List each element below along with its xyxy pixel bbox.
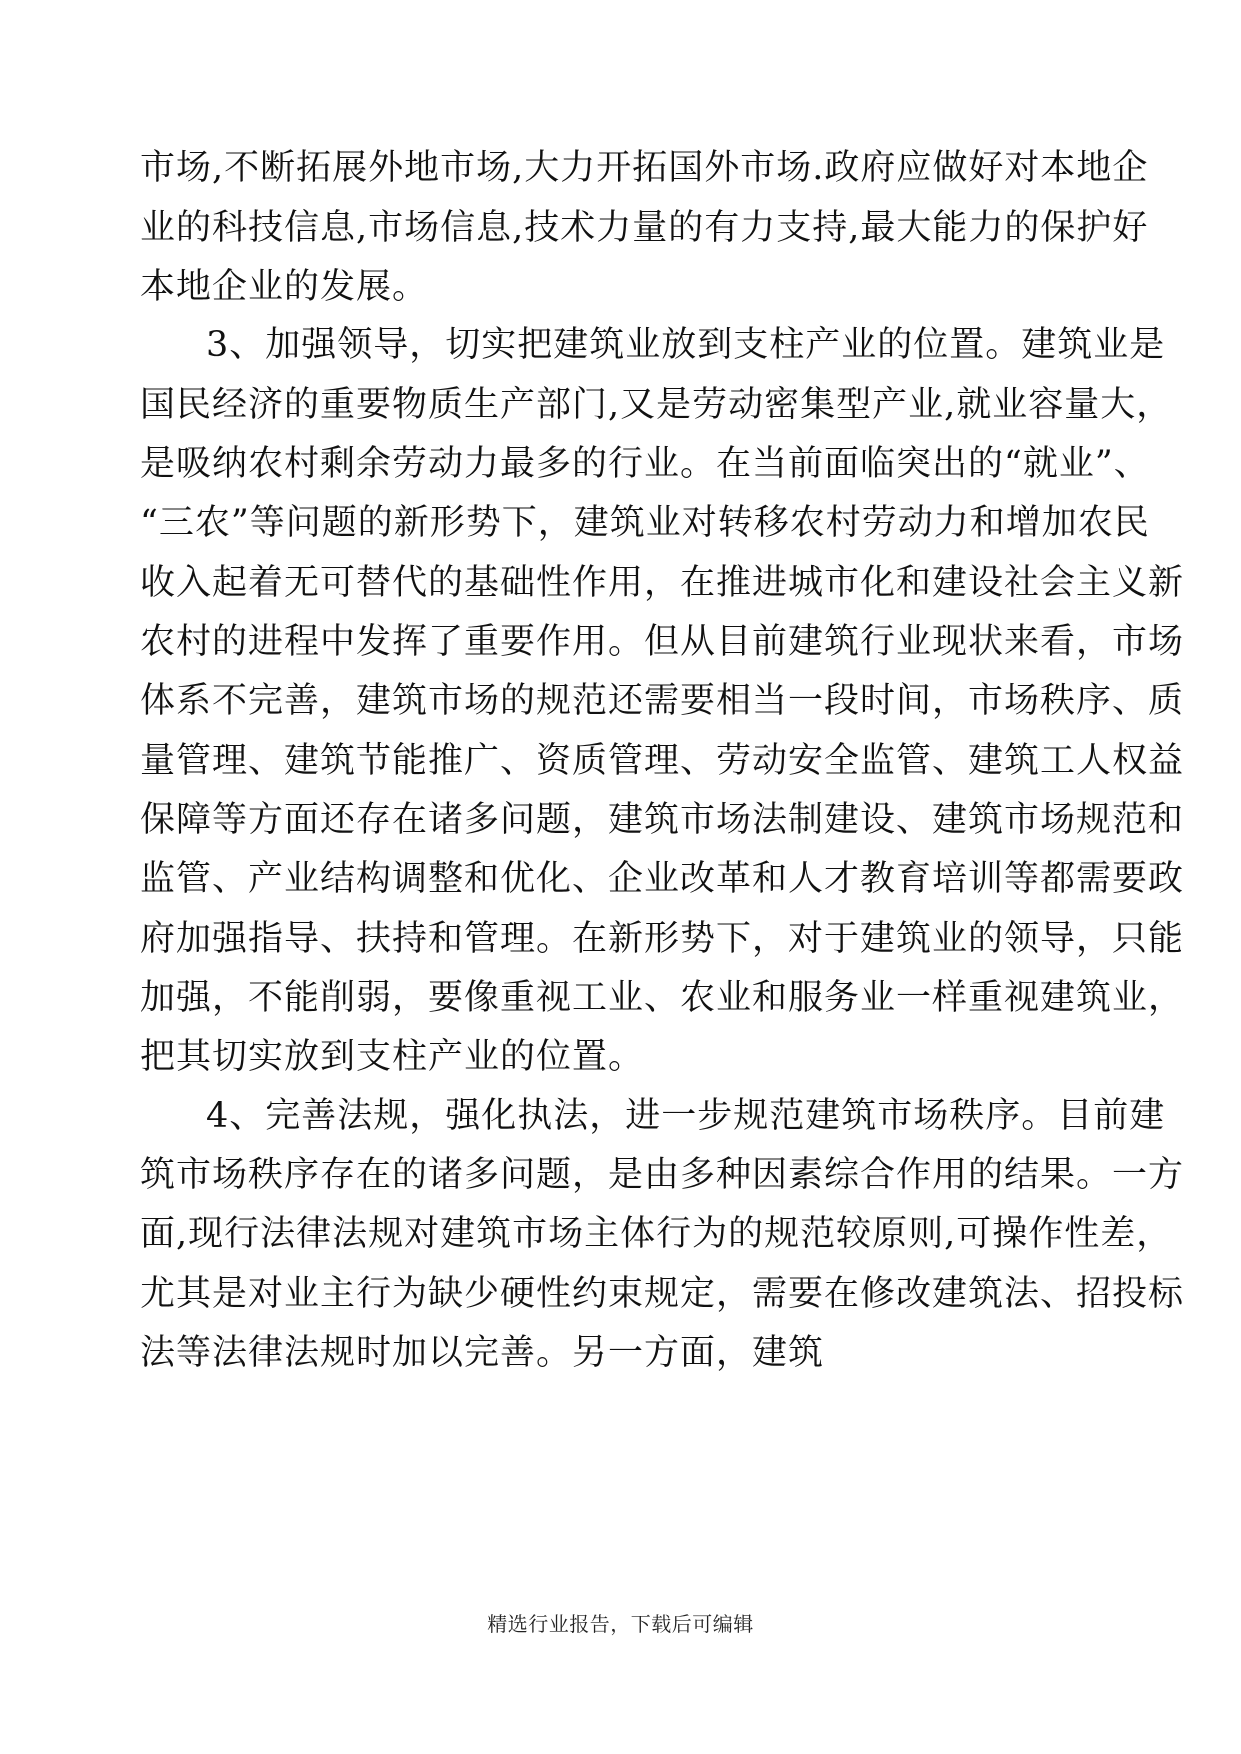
body-text-line: 是吸纳农村剩余劳动力最多的行业。在当前面临突出的“就业”、: [140, 444, 1150, 484]
body-text-line: 市场,不断拓展外地市场,大力开拓国外市场.政府应做好对本地企: [140, 148, 1149, 188]
body-text-line: 业的科技信息,市场信息,技术力量的有力支持,最大能力的保护好: [140, 208, 1149, 248]
body-text-line: 量管理、建筑节能推广、资质管理、劳动安全监管、建筑工人权益: [140, 741, 1185, 781]
body-text-line: 农村的进程中发挥了重要作用。但从目前建筑行业现状来看，市场: [140, 622, 1185, 662]
body-text-line: 府加强指导、扶持和管理。在新形势下，对于建筑业的领导，只能: [140, 919, 1185, 959]
body-text-line: 3、加强领导，切实把建筑业放到支柱产业的位置。建筑业是: [206, 325, 1166, 365]
body-text-line: 尤其是对业主行为缺少硬性约束规定，需要在修改建筑法、招投标: [140, 1274, 1185, 1314]
body-text-line: 把其切实放到支柱产业的位置。: [140, 1037, 645, 1077]
body-text-line: 收入起着无可替代的基础性作用，在推进城市化和建设社会主义新: [140, 563, 1185, 603]
body-text-line: 体系不完善，建筑市场的规范还需要相当一段时间，市场秩序、质: [140, 681, 1185, 721]
body-text-line: 面,现行法律法规对建筑市场主体行为的规范较原则,可操作性差，: [140, 1214, 1173, 1254]
body-text-line: 法等法律法规时加以完善。另一方面，建筑: [140, 1333, 825, 1373]
body-text-line: “三农”等问题的新形势下，建筑业对转移农村劳动力和增加农民: [140, 503, 1150, 543]
body-text-line: 保障等方面还存在诸多问题，建筑市场法制建设、建筑市场规范和: [140, 800, 1185, 840]
body-text-line: 4、完善法规，强化执法，进一步规范建筑市场秩序。目前建: [206, 1096, 1166, 1136]
body-text-line: 本地企业的发展。: [140, 267, 429, 307]
body-text-line: 监管、产业结构调整和优化、企业改革和人才教育培训等都需要政: [140, 859, 1185, 899]
page-footer: 精选行业报告，下载后可编辑: [487, 1612, 754, 1636]
body-text-line: 加强，不能削弱，要像重视工业、农业和服务业一样重视建筑业，: [140, 978, 1185, 1018]
body-text-line: 筑市场秩序存在的诸多问题，是由多种因素综合作用的结果。一方: [140, 1155, 1185, 1195]
body-text-line: 国民经济的重要物质生产部门,又是劳动密集型产业,就业容量大，: [140, 385, 1173, 425]
